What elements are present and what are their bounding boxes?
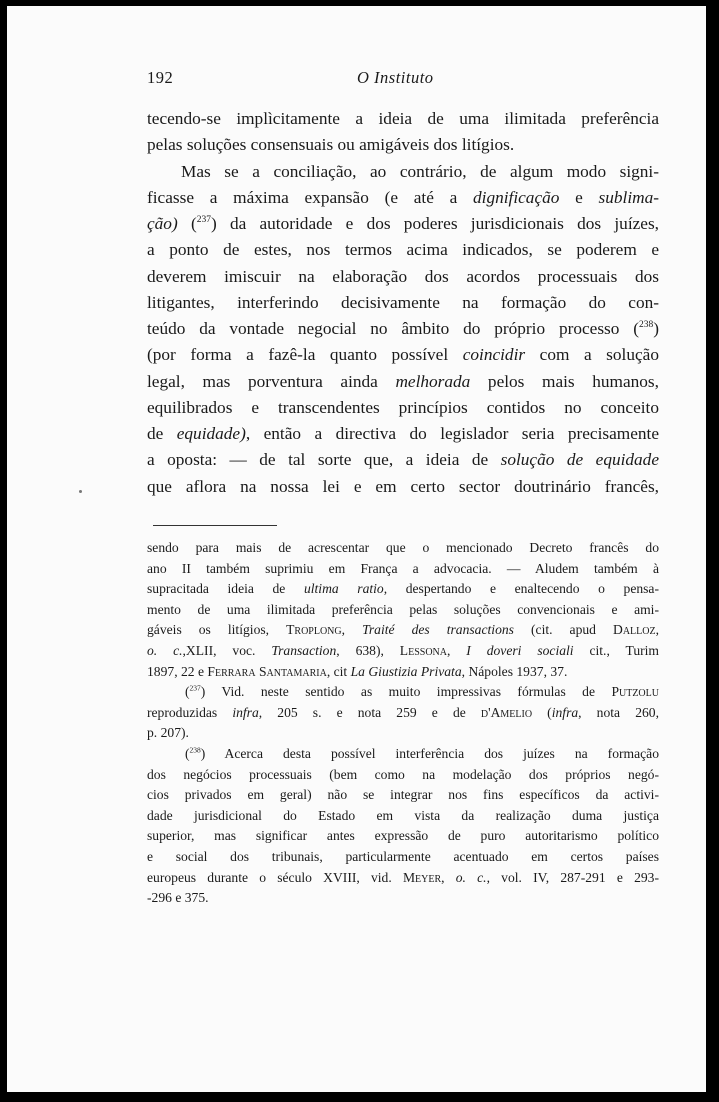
body-line: ção) ($^{237}$) da autoridade e dos poderes jurisdicionais dos juízes, xyxy=(147,214,660,233)
footnote-line: ($^{238}$) Acerca desta possível interferência dos juízes na formação xyxy=(185,745,659,761)
footnote-line: superior, mas significar antes expressão de puro autoritarismo político xyxy=(147,828,659,844)
body-line: litigantes, interferindo decisivamente na formação do con- xyxy=(147,292,659,312)
body-line: pelas soluções consensuais ou amigáveis dos litígios. xyxy=(147,135,515,155)
footnote-line: dade jurisdicional do Estado em vista da realização duma justiça xyxy=(147,807,659,823)
footnote-divider xyxy=(153,525,277,526)
scan-speck xyxy=(79,490,82,493)
body-text xyxy=(147,106,659,500)
body-line: ficasse a máxima expansão (e até a dignificação e sublima- xyxy=(147,187,660,207)
footnote-line: ano II também suprimiu em França a advocacia. — Aludem também à xyxy=(147,560,659,576)
footnote-line: p. 207). xyxy=(147,725,189,741)
footnote-line: europeus durante o século XVIII, vid. Meyer, o. c., vol. IV, 287-291 e 293- xyxy=(147,869,659,885)
footnote-line: sendo para mais de acrescentar que o mencionado Decreto francês do xyxy=(147,540,659,555)
footnote-line: ($^{237}$) Vid. neste sentido as muito impressivas fórmulas de Putzolu xyxy=(185,683,659,700)
body-line: deverem imiscuir na elaboração dos acordos processuais dos xyxy=(147,266,659,286)
footnote-number: 238 xyxy=(189,745,201,755)
body-line: (por forma a fazê-la quanto possível coincidir com a solução xyxy=(147,345,659,365)
footnotes xyxy=(147,538,659,909)
body-line: equilibrados e transcendentes princípios contidos no conceito xyxy=(147,397,659,417)
footnote-ref: 237 xyxy=(196,215,211,226)
footnote-line: mento de uma ilimitada preferência pelas soluções convencionais e ami- xyxy=(147,601,659,617)
body-line: de equidade), então a directiva do legislador seria precisamente xyxy=(147,424,659,443)
running-title: O Instituto xyxy=(357,68,434,87)
body-line: a ponto de estes, nos termos acima indicados, se poderem e xyxy=(147,240,659,260)
footnote-line: e social dos tribunais, particularmente acentuado em certos países xyxy=(147,848,659,864)
footnote-line: -296 e 375. xyxy=(147,890,209,906)
footnote-line: cios privados em geral) não se integrar nos fins específicos da activi- xyxy=(147,787,659,803)
footnote-line: dos negócios processuais (bem como na modelação dos próprios negó- xyxy=(147,766,659,782)
footnote-ref: 238 xyxy=(638,320,654,331)
page xyxy=(7,6,706,1092)
page-number: 192 xyxy=(147,68,174,87)
page-header xyxy=(147,68,659,92)
footnote-number: 237 xyxy=(189,683,201,693)
footnote-line: gáveis os litígios, Troplong, Traité des transactions (cit. apud Dalloz, xyxy=(147,622,660,638)
footnote-line: 1897, 22 e Ferrara Santamaria, cit La Giustizia Privata, Nápoles 1937, 37. xyxy=(147,663,568,679)
footnote-line: reproduzidas infra, 205 s. e nota 259 e de d'Amelio (infra, nota 260, xyxy=(147,704,659,720)
footnote-line: o. c.,XLII, voc. Transaction, 638), Lessona, I doveri sociali cit., Turim xyxy=(147,642,660,658)
body-line: teúdo da vontade negocial no âmbito do próprio processo ($^{238}$) xyxy=(147,319,659,338)
footnote-line: supracitada ideia de ultima ratio, despertando e enaltecendo o pensa- xyxy=(147,581,659,597)
body-line: Mas se a conciliação, ao contrário, de algum modo signi- xyxy=(181,161,659,181)
body-line: tecendo-se implìcitamente a ideia de uma ilimitada preferência xyxy=(147,109,659,128)
body-line: legal, mas porventura ainda melhorada pelos mais humanos, xyxy=(147,371,659,391)
body-line: que aflora na nossa lei e em certo sector doutrinário francês, xyxy=(147,476,659,496)
body-line: a oposta: — de tal sorte que, a ideia de solução de equidade xyxy=(147,450,659,470)
